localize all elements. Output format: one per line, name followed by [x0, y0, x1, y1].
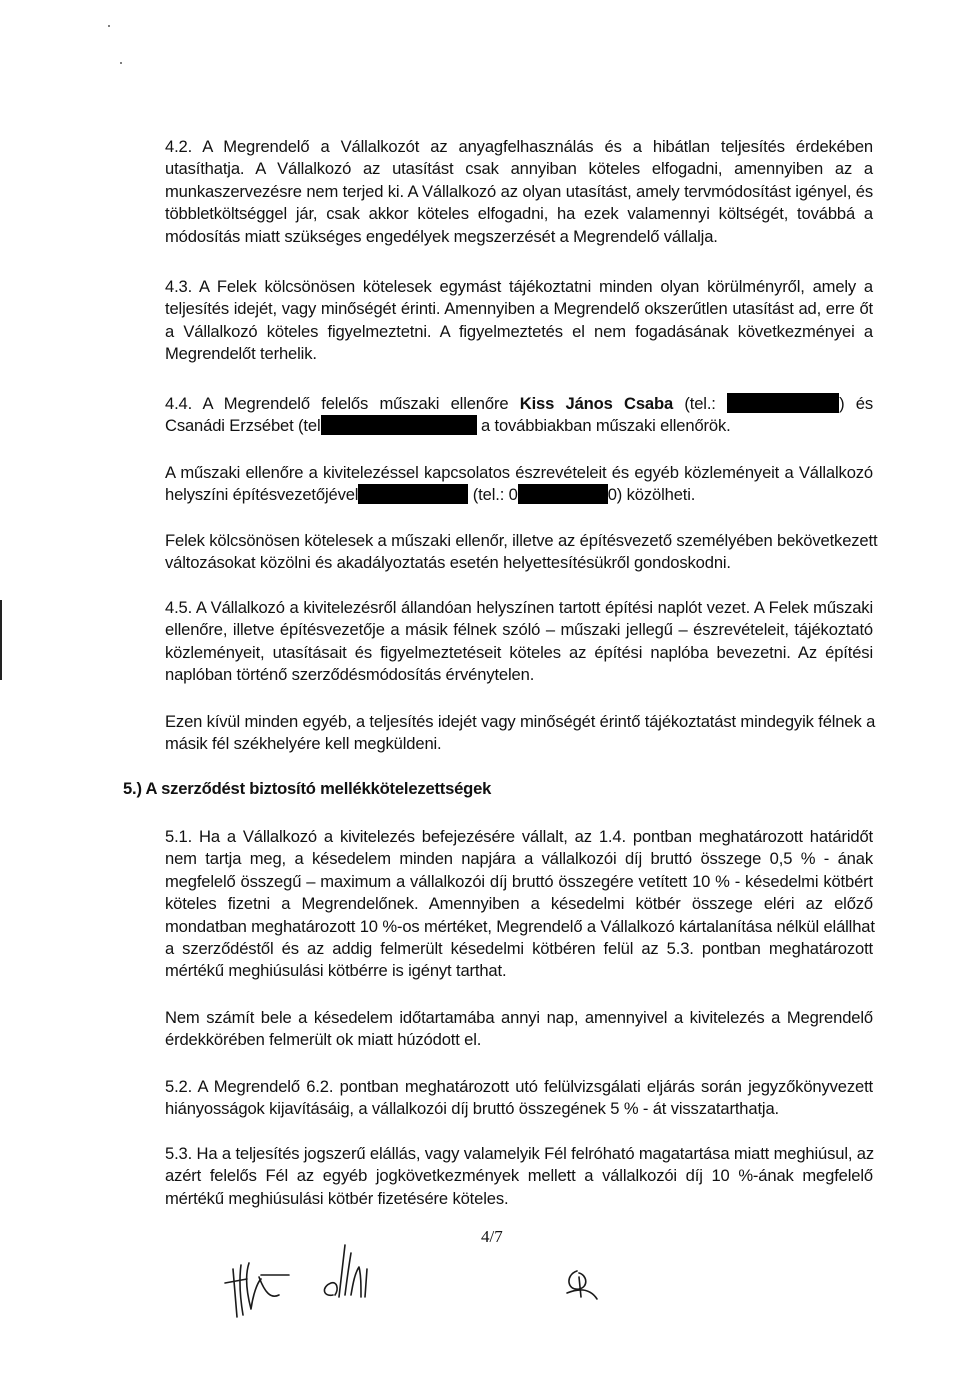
text-line: nem tartja meg, a késedelem minden napjára a vállalkozói díj bruttó összege 0,5 % - ának — [165, 849, 873, 869]
paragraph-5-2 — [165, 1076, 873, 1121]
scan-edge-mark — [0, 600, 2, 680]
signature-initials-1 — [225, 1263, 289, 1317]
text-line: megfelelő összegű – maximum a vállalkozói díj bruttó összegére vetített 10 % - késedelmi kötbért — [165, 871, 873, 891]
paragraph-exclusion — [165, 1007, 873, 1052]
text-line: utasíthatja. A Vállalkozó az utasítást csak annyiban köteles elfogadni, amennyiben az a — [165, 159, 873, 179]
text-line: munkaszervezésre nem terjed ki. A Vállalkozó az olyan utasítást, amely tervmódosítást igényel, és — [165, 181, 873, 201]
text-fragment: a továbbiakban műszaki ellenőrök. — [476, 416, 731, 436]
signatures — [215, 1235, 635, 1325]
text-fragment: (tel.: 0 — [468, 485, 518, 505]
paragraph-5-3 — [165, 1143, 873, 1210]
text-line: naplóban történő szerződésmódosítás érvénytelen. — [165, 665, 535, 685]
text-line: módosítás miatt szükséges engedélyek megszerzését a Megrendelő vállalja. — [165, 226, 718, 246]
text-line — [165, 415, 873, 437]
text-fragment: helyszíni építésvezetőjével — [165, 485, 359, 505]
page-number: 4/7 — [481, 1227, 503, 1246]
text-fragment: ) és — [839, 394, 873, 413]
text-line: köteles fizetni a Megrendelőnek. Amennyiben a késedelmi kötbér összege eléri az előző — [165, 894, 873, 914]
text-line — [165, 393, 873, 415]
text-line: Ezen kívül minden egyéb, a teljesítés idejét vagy minőségét érintő tájékoztatást mindegyik félnek a — [165, 712, 876, 731]
text-line: Megrendelőt terhelik. — [165, 344, 317, 364]
text-line: 5.1. Ha a Vállalkozó a kivitelezés befejezésére vállalt, az 1.4. pontban meghatározott határidőt — [165, 827, 873, 846]
text-line: hiányosságok kijavításáig, a vállalkozói díj bruttó összegének 5 % - át visszatarthatja. — [165, 1099, 780, 1119]
text-line: mértékű meghiúsulási kötbér fizetésére köteles. — [165, 1188, 509, 1208]
section-heading: 5.) A szerződést biztosító mellékkötelezettségek — [123, 779, 492, 798]
text-line: közleményeit, utasításait és figyelmeztetéseit köteles az építési naplóba bevezetni. Az építési — [165, 642, 873, 662]
text-line: érdekkörében felmerült ok miatt húzódott el. — [165, 1030, 482, 1050]
redaction-block — [358, 484, 468, 504]
redaction-block — [321, 415, 477, 435]
text-line: azért felelős Fél az egyéb jogkövetkezmények mellett a vállalkozói díj 10 %-ának megfelelő — [165, 1166, 873, 1186]
paragraph-4-3 — [165, 276, 873, 366]
text-fragment: 0) közölheti. — [607, 485, 696, 505]
text-fragment: Csanádi Erzsébet (tel — [165, 416, 321, 436]
text-line: teljesítés idejét, vagy minőségét érinti. Amennyiben a Megrendelő okszerűtlen utasítást ad, erre őt — [165, 299, 873, 319]
redaction-block — [518, 484, 608, 504]
text-line: 5.2. A Megrendelő 6.2. pontban meghatározott utó felülvizsgálati eljárás során jegyzőkönyvezett — [165, 1077, 873, 1096]
paragraph-4-4 — [165, 393, 873, 438]
text-line: A műszaki ellenőre a kivitelezéssel kapcsolatos észrevételeit és egyéb közleményeit a Vállalkozó — [165, 463, 873, 482]
text-line: másik fél székhelyére kell megküldeni. — [165, 734, 442, 754]
text-line: ellenőre, illetve építésvezetője a másik félnek szóló – műszaki jellegű – észrevételeit, tájékoztató — [165, 620, 873, 640]
signature-initials-3 — [567, 1271, 597, 1299]
signature-initials-2 — [324, 1245, 367, 1297]
paragraph-notification — [165, 711, 876, 756]
text-line: többletköltséggel jár, csak akkor köteles elfogadni, ha ezek valamennyi költségét, továbbá a — [165, 204, 873, 224]
paragraph-4-2 — [165, 136, 873, 248]
scan-dust — [108, 25, 110, 27]
paragraph-contact — [165, 462, 873, 507]
text-line — [165, 484, 873, 506]
text-line: Nem számít bele a késedelem időtartamába annyi nap, amennyivel a kivitelezés a Megrendelő — [165, 1008, 873, 1027]
redaction-block — [727, 393, 839, 413]
text-line: 5.3. Ha a teljesítés jogszerű elállás, vagy valamelyik Fél felróható magatartása miatt meghiúsul, az — [165, 1144, 875, 1163]
scan-dust — [120, 62, 122, 64]
text-line: 4.5. A Vállalkozó a kivitelezésről állandóan helyszínen tartott építési naplót vezet. A Felek műszaki — [165, 598, 873, 617]
text-fragment: (tel.: — [673, 394, 728, 413]
paragraph-4-5 — [165, 597, 873, 687]
paragraph-5-1 — [165, 826, 873, 983]
text-line: 4.2. A Megrendelő a Vállalkozót az anyagfelhasználás és a hibátlan teljesítés érdekében — [165, 137, 873, 156]
text-line: mértékű meghiúsulási kötbérre is igényt tarthat. — [165, 961, 507, 981]
paragraph-substitution — [165, 530, 878, 575]
text-line: mondatban meghatározott 10 %-os mértéket, Megrendelő a Vállalkozó kártalanítása nélkül elállhat — [165, 916, 875, 936]
text-line: a Vállalkozó köteles figyelmeztetni. A figyelmeztetés el nem fogadásának következményei a — [165, 321, 873, 341]
text-line: 4.3. A Felek kölcsönösen kötelesek egymást tájékoztatni minden olyan körülményről, amely a — [165, 277, 873, 296]
text-line: a szerződéstől és az addig felmerült késedelmi kötbéren felül az 5.3. pontban meghatározott — [165, 939, 873, 959]
text-fragment: 4.4. A Megrendelő felelős műszaki ellenőre — [165, 394, 520, 413]
text-line: Felek kölcsönösen kötelesek a műszaki ellenőr, illetve az építésvezető személyében bekövetkezett — [165, 531, 878, 550]
text-line: változásokat közölni és akadályoztatás esetén helyettesítésükről gondoskodni. — [165, 553, 731, 573]
inspector-name: Kiss János Csaba — [519, 394, 674, 413]
